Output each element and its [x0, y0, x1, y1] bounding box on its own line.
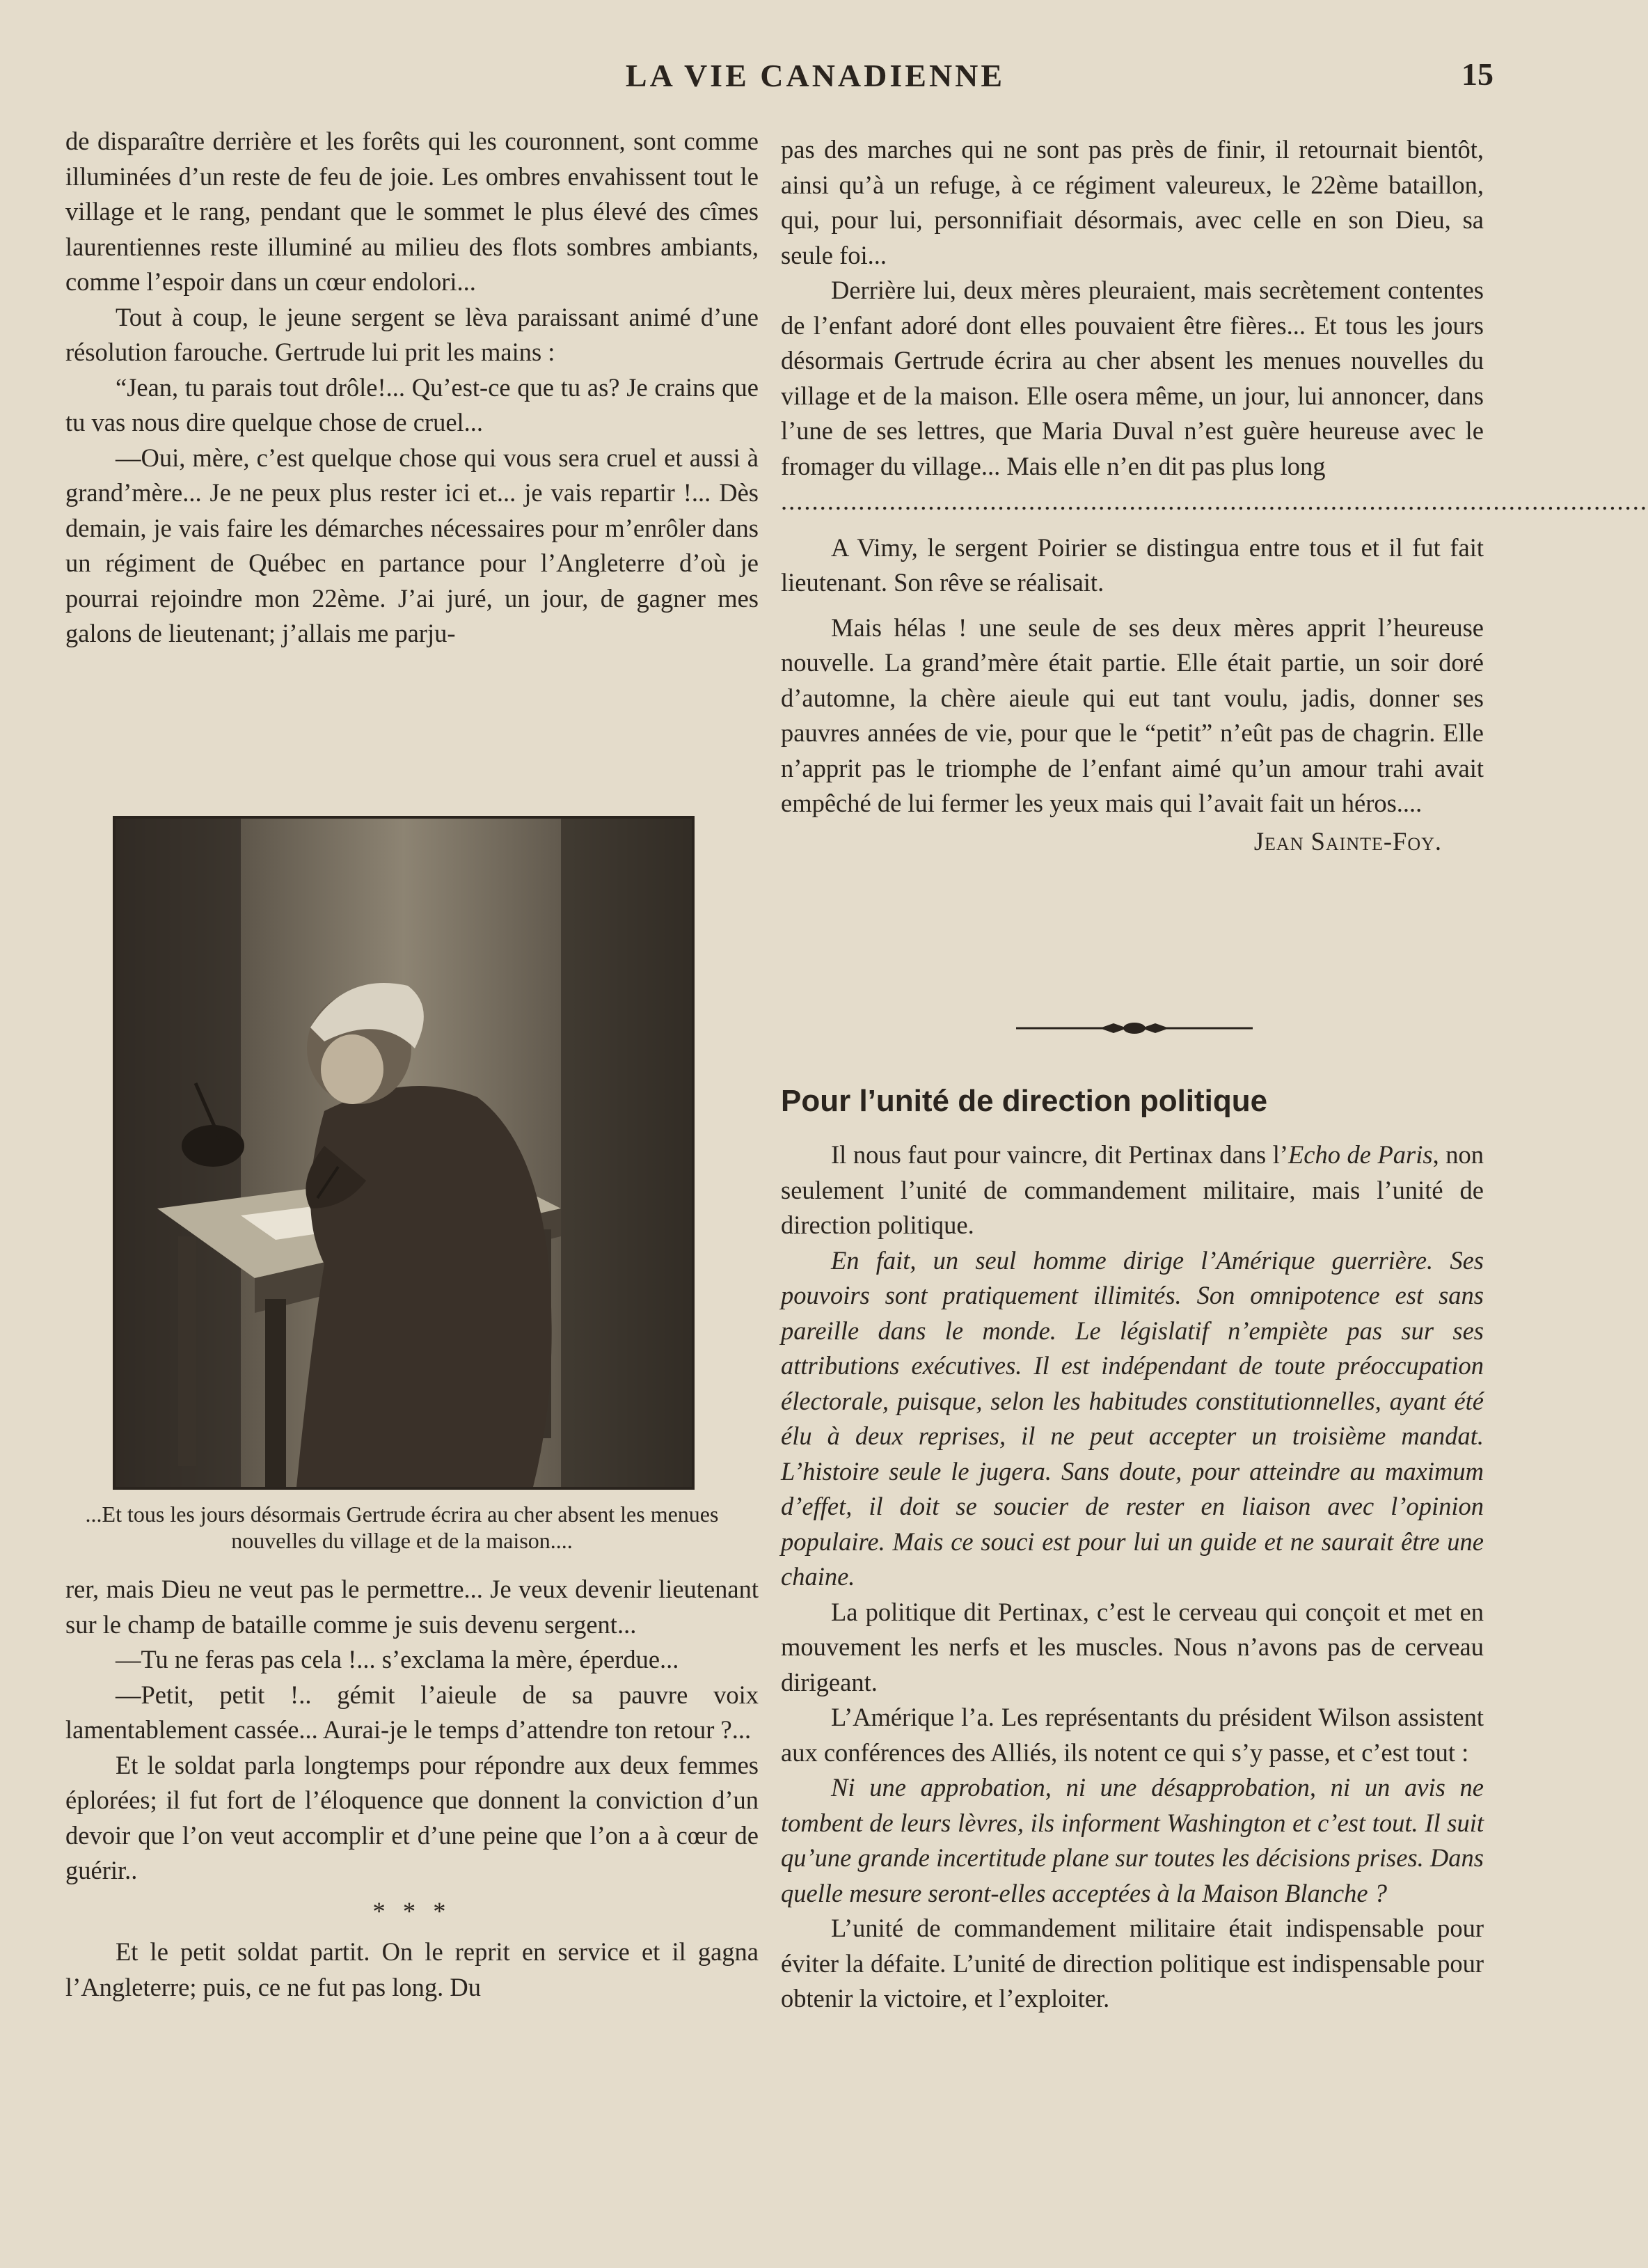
page-number: 15: [1461, 56, 1494, 92]
article-quote: Ni une approbation, ni une désapprobation, ni un avis ne tombent de leurs lèvres, ils informent Washington et c’est tout. Il suit qu’une grande incertitude plane sur toutes les décisions prises. Dans quelle mesure seront-elles acceptées à la Maison Blanche ?: [781, 1773, 1484, 1907]
story-paragraph: Mais hélas ! une seule de ses deux mères apprit l’heureuse nouvelle. La grand’mère était partie. Elle était partie, un soir doré d’automne, la chère aieule qui eut tant voulu, jadis, donner ses pauvres années de vie, pour que le “petit” n’eût pas de chagrin. Elle n’apprit pas le triomphe de l’enfant aimé qu’un amour trahi avait empêché de lui fermer les yeux mais qui l’avait fait un héros....: [781, 613, 1484, 817]
story-paragraph: —Oui, mère, c’est quelque chose qui vous sera cruel et aussi à grand’mère... Je ne peux plus rester ici et... je vais repartir !... Dès demain, je vais faire les démarches nécessaires pour m’enrôler dans un régiment de Québec en partance pour l’Angleterre d’où je pourrai rejoindre mon 22ème. J’ai juré, un jour, de gagner mes galons de lieutenant; j’allais me parju-: [65, 443, 759, 647]
article-quote: En fait, un seul homme dirige l’Amérique guerrière. Ses pouvoirs sont pratiquement illimités. Son omnipotence est sans pareille dans le monde. Le législatif n’empiète pas sur ses attributions exécutives. Il est indépendant de toute préoccupation électorale, puisque, selon les habitudes constitutionnelles, ayant été élu à deux reprises, il ne peut accepter un troisième mandat. L’histoire seule le jugera. Sans doute, pour atteindre au maximum d’effet, il doit se soucier de rester en liaison avec l’opinion populaire. Mais ce souci est pour lui un guide et ne saurait être une chaine.: [781, 1245, 1484, 1591]
right-column-article: [781, 1080, 1484, 2017]
article-paragraph: La politique dit Pertinax, c’est le cerveau qui conçoit et met en mouvement les nerfs et les muscles. Nous n’avons pas de cerveau dirigeant.: [781, 1597, 1484, 1696]
story-paragraph: Et le petit soldat partit. On le reprit en service et il gagna l’Angleterre; puis, ce ne fut pas long. Du: [65, 1937, 759, 2001]
left-column-top: [65, 124, 759, 652]
illustration-drawing: [116, 819, 692, 1487]
section-separator: * * *: [372, 1896, 452, 1926]
illustration-caption: ...Et tous les jours désormais Gertrude écrira au cher absent les menues nouvelles du village et de la maison....: [85, 1502, 719, 1553]
ellipsis-line: ................................................................................................................: [781, 487, 1648, 515]
story-paragraph: A Vimy, le sergent Poirier se distingua entre tous et il fut fait lieutenant. Son rêve se réalisait.: [781, 533, 1484, 597]
story-paragraph: —Petit, petit !.. gémit l’aieule de sa pauvre voix lamentablement cassée... Aurai-je le temps d’attendre ton retour ?...: [65, 1680, 759, 1744]
story-paragraph: pas des marches qui ne sont pas près de finir, il retournait bientôt, ainsi qu’à un refuge, à ce régiment valeureux, le 22ème bataillon, qui, pour lui, personnifiait désormais, avec celle en son Dieu, sa seule foi...: [781, 135, 1484, 269]
article-paragraph: L’Amérique l’a. Les représentants du président Wilson assistent aux conférences des Alliés, ils notent ce qui s’y passe, et c’est tout :: [781, 1703, 1484, 1767]
story-paragraph: rer, mais Dieu ne veut pas le permettre... Je veux devenir lieutenant sur le champ de bataille comme je suis devenu sergent...: [65, 1575, 759, 1639]
story-paragraph: Et le soldat parla longtemps pour répondre aux deux femmes éplorées; il fut fort de l’éloquence que donnent la conviction d’un devoir que l’on veut accomplir et d’une peine que l’on a à cœur de guérir..: [65, 1750, 759, 1884]
illustration-woman-writing: [113, 816, 695, 1490]
right-column-story: [781, 132, 1648, 859]
newspaper-name: Echo de Paris: [1288, 1140, 1433, 1169]
story-paragraph: Tout à coup, le jeune sergent se lèva paraissant animé d’une résolution farouche. Gertrude lui prit les mains :: [65, 302, 759, 366]
story-paragraph: —Tu ne feras pas cela !... s’exclama la mère, éperdue...: [116, 1645, 679, 1674]
left-column-bottom: [65, 1572, 759, 2005]
article-heading: Pour l’unité de direction politique: [781, 1084, 1268, 1118]
article-paragraph: L’unité de commandement militaire était indispensable pour éviter la défaite. L’unité de direction politique est indispensable pour obtenir la victoire, et l’exploiter.: [781, 1914, 1484, 2013]
magazine-title: LA VIE CANADIENNE: [625, 58, 1006, 93]
story-paragraph: de disparaître derrière et les forêts qui les couronnent, sont comme illuminées d’un reste de feu de joie. Les ombres envahissent tout le village et le rang, pendant que le sommet le plus élevé des cîmes laurentiennes reste illuminé au milieu des flots sombres ambiants, comme l’espoir dans un cœur endolori...: [65, 127, 759, 296]
decorative-ornament: [1016, 1018, 1253, 1039]
author-signature: Jean Sainte-Foy.: [1253, 826, 1442, 856]
article-paragraph: Il nous faut pour vaincre, dit Pertinax dans l’Echo de Paris, non seulement l’unité de commandement militaire, mais l’unité de direction politique.: [781, 1140, 1484, 1239]
story-paragraph: Derrière lui, deux mères pleuraient, mais secrètement contentes de l’enfant adoré dont elles pouvaient être fières... Et tous les jours désormais Gertrude écrira au cher absent les menues nouvelles du village et de la maison. Elle osera même, un jour, lui annoncer, dans l’une de ses lettres, que Maria Duval n’est guère heureuse avec le fromager du village... Mais elle n’en dit pas plus long: [781, 276, 1484, 480]
story-paragraph: “Jean, tu parais tout drôle!... Qu’est-ce que tu as? Je crains que tu vas nous dire quelque chose de cruel...: [65, 372, 759, 436]
